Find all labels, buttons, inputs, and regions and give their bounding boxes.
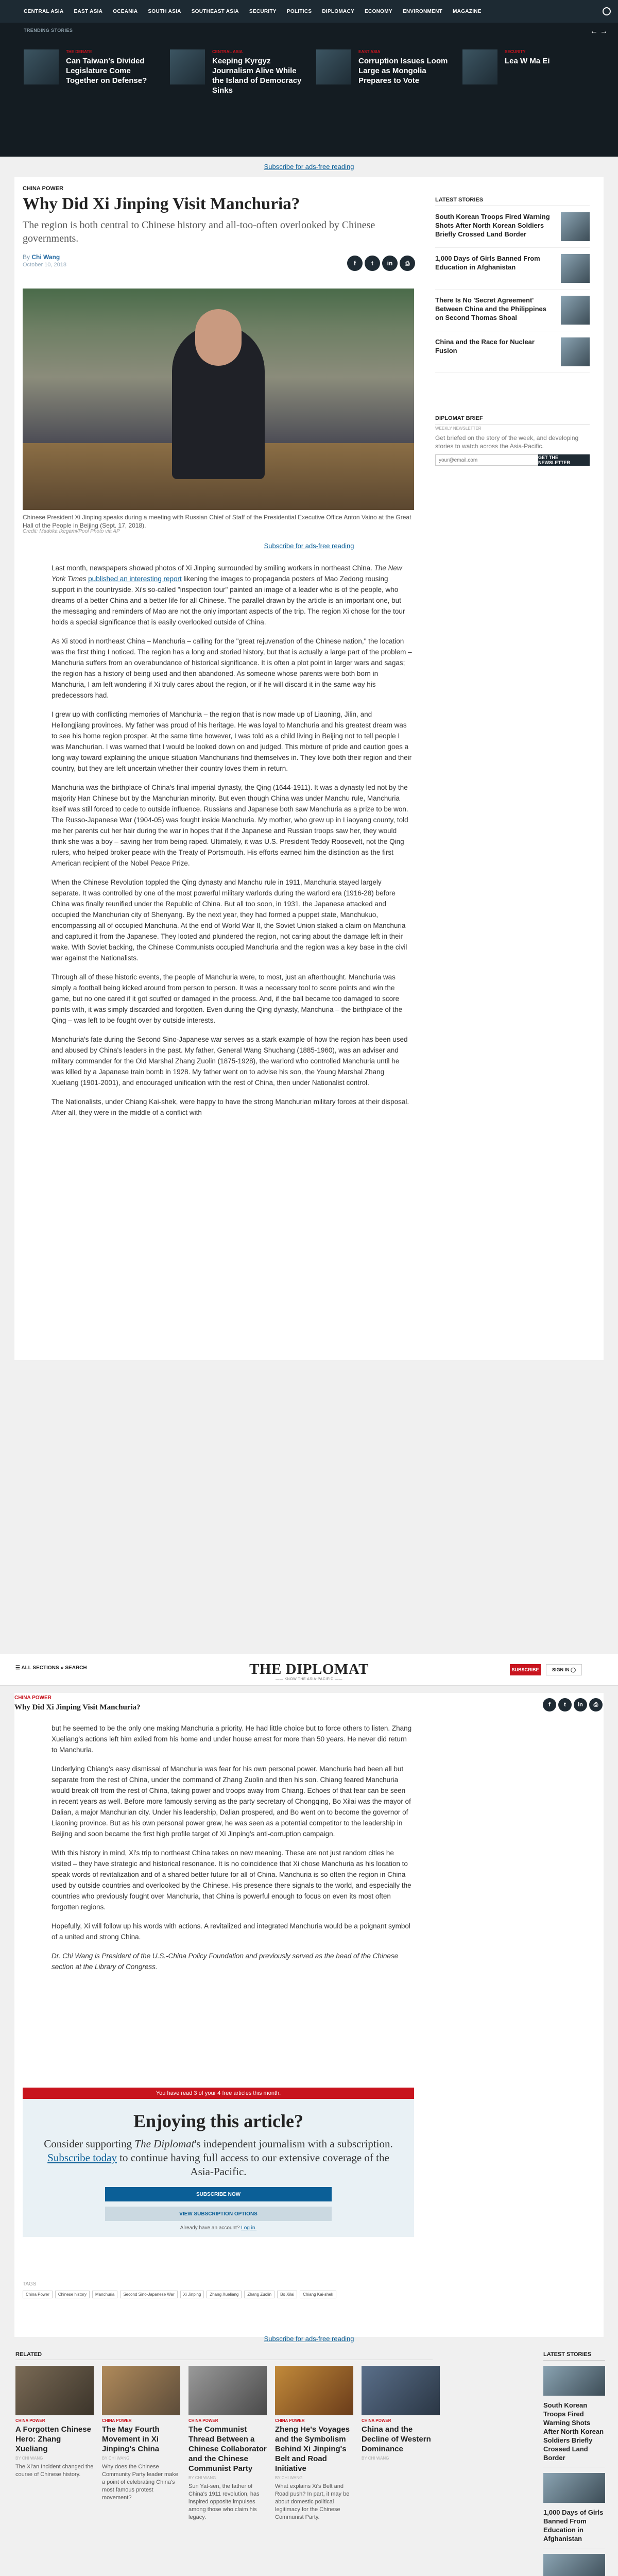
facebook-share-icon[interactable]: f xyxy=(347,256,363,271)
nav-central-asia[interactable]: CENTRAL ASIA xyxy=(24,8,64,14)
latest-story-title[interactable]: 1,000 Days of Girls Banned From Education in Afghanistan xyxy=(543,2503,605,2549)
tag[interactable]: Chinese history xyxy=(55,2291,90,2298)
author-bio: Dr. Chi Wang is President of the U.S.-China Policy Foundation and previously served as the head of the Chinese section at the Library of Congress. xyxy=(52,1952,399,1971)
search-icon[interactable] xyxy=(603,7,611,15)
article-body xyxy=(52,563,412,1126)
print-icon[interactable]: ⎙ xyxy=(589,1698,603,1711)
facebook-share-icon[interactable]: f xyxy=(543,1698,556,1711)
related-description: Sun Yat-sen, the father of China's 1911 revolution, has inspired opposite impulses among those who claim his legacy. xyxy=(188,2483,260,2520)
related-card[interactable] xyxy=(188,2366,267,2521)
trending-title[interactable]: Corruption Issues Loom Large as Mongolia Prepares to Vote xyxy=(358,57,448,85)
related-author: BY CHI WANG xyxy=(362,2456,389,2461)
latest-story-thumbnail xyxy=(543,2554,605,2576)
trending-label: TRENDING STORIES xyxy=(24,28,73,33)
related-author: BY CHI WANG xyxy=(275,2476,303,2480)
tag[interactable]: Zhang Xueliang xyxy=(207,2291,242,2298)
paragraph: but he seemed to be the only one making Manchuria a priority. He had little choice but to force others to listen. Zhang Xueliang's actions left him exiled from his home and under house arrest for more than 50 years. He never did return to Manchuria. xyxy=(52,1724,412,1754)
latest-story-thumbnail xyxy=(561,254,590,283)
publication-name: The New York Times xyxy=(52,564,402,583)
twitter-share-icon[interactable]: t xyxy=(558,1698,572,1711)
nav-south-asia[interactable]: SOUTH ASIA xyxy=(148,8,181,14)
related-category: CHINA POWER xyxy=(102,2418,132,2423)
all-sections-button[interactable]: ☰ ALL SECTIONS xyxy=(15,1665,59,1671)
linkedin-share-icon[interactable]: in xyxy=(382,256,398,271)
subscribe-today-link[interactable]: Subscribe today xyxy=(47,2151,117,2164)
page-title: Why Did Xi Jinping Visit Manchuria? xyxy=(23,195,300,213)
latest-story-thumbnail xyxy=(561,337,590,366)
related-title[interactable]: The Communist Thread Between a Chinese Collaborator and the Chinese Communist Party xyxy=(188,2425,267,2473)
related-author: BY CHI WANG xyxy=(15,2456,43,2461)
author-link[interactable]: Chi Wang xyxy=(31,253,60,261)
trending-arrows-icon[interactable]: ← → xyxy=(590,27,608,36)
trending-category: CENTRAL ASIA xyxy=(212,49,243,54)
related-title[interactable]: Zheng He's Voyages and the Symbolism Behind Xi Jinping's Belt and Road Initiative xyxy=(275,2425,350,2473)
trending-category: THE DEBATE xyxy=(66,49,92,54)
latest-story-title[interactable]: There Is No 'Secret Agreement' Between China and the Philippines on Second Thomas Shoal xyxy=(435,296,546,321)
related-image[interactable] xyxy=(102,2366,180,2415)
tag[interactable]: China Power xyxy=(23,2291,53,2298)
paragraph: When the Chinese Revolution toppled the Qing dynasty and Manchu rule in 1911, Manchuria stayed largely separate. It was controlled by one of the most powerful military warlords during the warlord era (1916-28) before China was finally reunified under the Republic of China. But all too soon, in 1931, the Japanese attacked and occupied the Manchurian city of Shenyang. By the next year, they had formed a puppet state, Manchukuo, encompassing all of occupied Manchuria. At the end of World War II, the Soviet Union staked a claim on Manchuria and captured it from the Japanese. They looted and plundered the region, not caring about the damage left in their wake. With Soviet backing, the Chinese Communists occupied Manchuria and the region was a key base in the civil war against the Nationalists. xyxy=(52,878,407,962)
related-author: BY CHI WANG xyxy=(188,2476,216,2480)
related-description: What explains Xi's Belt and Road push? In part, it may be about domestic political legitimacy for the Chinese Communist Party. xyxy=(275,2483,350,2520)
related-category: CHINA POWER xyxy=(15,2418,45,2423)
paragraph: The Nationalists, under Chiang Kai-shek, were happy to have the strong Manchurian military forces at their disposal. After all, they were in the middle of a conflict with xyxy=(52,1098,409,1116)
email-field[interactable] xyxy=(435,454,538,466)
sticky-article-title: Why Did Xi Jinping Visit Manchuria? xyxy=(14,1703,141,1711)
site-tagline: —— KNOW THE ASIA-PACIFIC —— xyxy=(276,1677,342,1681)
subscribe-button[interactable]: SUBSCRIBE xyxy=(510,1664,541,1675)
login-link[interactable]: Log in. xyxy=(241,2225,257,2231)
trending-item[interactable] xyxy=(316,49,450,111)
related-title[interactable]: A Forgotten Chinese Hero: Zhang Xueliang xyxy=(15,2425,91,2453)
tag-list xyxy=(23,2291,414,2298)
paragraph: Manchuria was the birthplace of China's final imperial dynasty, the Qing (1644-1911). It was a dynasty led not by the majority Han Chinese but by the Manchurian minority. But even though China was under Manchu rule, Manchuria itself was still forced to cede to outside influence. Russians and Japanese both saw Manchuria as a prize to be won. The Russo-Japanese War (1904-05) was fought inside Manchuria. My mother, who grew up in Liaoyang county, told me her parents cut her hair during the war in hopes that if the Japanese and Russian troops saw her, they would think she was a boy – saving her from being raped. Ultimately, it was U.S. President Teddy Roosevelt, not the Qing rulers, who helped broker peace with the Treaty of Portsmouth. His efforts earned him the distinction as the first American recipient of the Nobel Peace Prize. xyxy=(52,784,408,867)
paywall-heading: Enjoying this article? xyxy=(133,2111,303,2131)
related-card[interactable] xyxy=(15,2366,94,2479)
login-prompt: Already have an account? Log in. xyxy=(180,2225,257,2231)
related-category: CHINA POWER xyxy=(275,2418,305,2423)
paragraph: Hopefully, Xi will follow up his words with actions. A revitalized and integrated Manchuria would be a poignant symbol of a united and strong China. xyxy=(52,1922,410,1941)
paragraph: Through all of these historic events, the people of Manchuria were, to most, just an afterthought. Manchuria was simply a football being kicked around from person to person. It was a necessary tool to score points and win the game, but no one cared if it got scuffed or damaged in the process. And, if the ball became too damaged to score points with, it was simply discarded and forgotten. Even during the Qing dynasty, Manchuria – the birthplace of the Qing – was left to be fought over by outside interests. xyxy=(52,973,403,1024)
article-subtitle: The region is both central to Chinese history and all-too-often overlooked by Chinese governments. xyxy=(23,219,375,244)
trending-category: EAST ASIA xyxy=(358,49,381,54)
byline xyxy=(23,253,60,261)
latest-story-title[interactable]: 1,000 Days of Girls Banned From Education in Afghanistan xyxy=(435,255,540,271)
related-category: CHINA POWER xyxy=(362,2418,391,2423)
nav-environment[interactable]: ENVIRONMENT xyxy=(402,8,443,14)
free-articles-notice: You have read 3 of your 4 free articles this month. xyxy=(23,2088,414,2099)
latest-story-thumbnail xyxy=(561,212,590,241)
nav-southeast-asia[interactable]: SOUTHEAST ASIA xyxy=(191,8,239,14)
related-category: CHINA POWER xyxy=(188,2418,218,2423)
trending-thumbnail xyxy=(316,49,351,84)
latest-story[interactable] xyxy=(435,206,590,248)
trending-item[interactable] xyxy=(462,49,565,111)
trending-title[interactable]: Can Taiwan's Divided Legislature Come Together on Defense? xyxy=(66,57,147,85)
related-image[interactable] xyxy=(362,2366,440,2415)
related-image[interactable] xyxy=(15,2366,94,2415)
latest-story-title[interactable]: South Korean Troops Fired Warning Shots After North Korean Soldiers Briefly Crossed Land Border xyxy=(435,213,550,238)
sign-in-button[interactable]: SIGN IN ◯ xyxy=(546,1664,582,1675)
newsletter-box xyxy=(435,415,590,466)
trending-title[interactable]: Keeping Kyrgyz Journalism Alive While the Island of Democracy Sinks xyxy=(212,57,302,95)
breadcrumb[interactable]: CHINA POWER xyxy=(14,1695,52,1701)
trending-bar xyxy=(0,23,618,157)
paywall-text: Consider supporting The Diplomat's independent journalism with a subscription. Subscribe today to continue having full access to our extensive coverage of the Asia-Pacific. xyxy=(44,2138,393,2178)
related-image[interactable] xyxy=(188,2366,267,2415)
paragraph: Underlying Chiang's easy dismissal of Manchuria was fear for his own personal power. Manchuria had been all but separate from the rest of China, under the command of Zhang Zuolin and then his son. Chiang feared Manchuria would break off from the rest of China, taking power and troops away from Chiang. Echoes of that fear can be seen in recent years as well. Before more famously serving as the party secretary of Chongqing, Bo Xilai was the mayor of Dalian, a major Manchurian city. Under his leadership, Dalian prospered, and Bo went on to become the governor of Liaoning province. But as his own personal power grew, he was seen as a potential competitor to the leadership in Beijing and soon became the first high profile target of Xi Jinping's anti-corruption campaign. xyxy=(52,1765,411,1838)
image-caption: Chinese President Xi Jinping speaks during a meeting with Russian Chief of Staff of the Presidential Executive Office Anton Vaino at the Great Hall of the People in Beijing (Sept. 17, 2018). xyxy=(23,514,411,529)
related-description: The Xi'an Incident changed the course of Chinese history. xyxy=(15,2464,94,2478)
article-body-continued xyxy=(52,1723,412,1980)
site-header xyxy=(0,1654,618,1686)
related-author: BY CHI WANG xyxy=(102,2456,130,2461)
related-card[interactable] xyxy=(275,2366,353,2521)
tag[interactable]: Second Sino-Japanese War xyxy=(120,2291,177,2298)
latest-story[interactable] xyxy=(435,290,590,331)
latest-story-thumbnail xyxy=(543,2366,605,2396)
trending-thumbnail xyxy=(24,49,59,84)
latest-stories-heading: LATEST STORIES xyxy=(543,2351,605,2361)
tag[interactable]: Zhang Zuolin xyxy=(244,2291,274,2298)
trending-item[interactable] xyxy=(170,49,304,111)
trending-item[interactable] xyxy=(24,49,158,111)
subscribe-ad-free-link[interactable]: Subscribe for ads-free reading xyxy=(264,2335,354,2343)
report-link[interactable]: published an interesting report xyxy=(88,575,182,583)
nav-security[interactable]: SECURITY xyxy=(249,8,277,14)
paragraph: With this history in mind, Xi's trip to northeast China takes on new meaning. These are not just random cities he visited – they have strategic and historical resonance. It is no coincidence that Xi chose Manchuria as his location to speak words of revitalization and of a shared better future for all of China. Manchuria is so often the region in China used by outside countries and overlooked by the Chinese. His presence there signals to the world, and especially the countries who previously fought over Manchuria, that China is powerful enough to focus on even its most often forgotten regions. xyxy=(52,1849,411,1911)
linkedin-share-icon[interactable]: in xyxy=(574,1698,587,1711)
paragraph: As Xi stood in northeast China – Manchuria – calling for the "great rejuvenation of the Chinese nation," the location was the first thing I noticed. The region has a long and storied history, but that is actually a large part of the problem – Manchuria suffers from an overabundance of historical significance. It is often a plot point in larger wars and sagas; the region has a history of being used and then abandoned. As someone whose parents were both born in Manchuria, I am left wondering if Xi truly cares about the region, or if he will discard it in the same way his predecessors had. xyxy=(52,637,412,699)
tag[interactable]: Chiang Kai-shek xyxy=(300,2291,336,2298)
article-date: October 10, 2018 xyxy=(23,262,67,268)
tag[interactable]: Manchuria xyxy=(92,2291,117,2298)
newsletter-description: Get briefed on the story of the week, and developing stories to watch across the Asia-Pacific. xyxy=(435,434,579,450)
latest-story[interactable] xyxy=(435,331,590,373)
latest-story-thumbnail xyxy=(543,2473,605,2503)
paywall-box xyxy=(23,2099,414,2237)
trending-category: SECURITY xyxy=(505,49,526,54)
nav-diplomacy[interactable]: DIPLOMACY xyxy=(322,8,355,14)
tags-label: TAGS xyxy=(23,2281,37,2287)
twitter-share-icon[interactable]: t xyxy=(365,256,380,271)
paragraph: Manchuria's fate during the Second Sino-Japanese war serves as a stark example of how the region has been used and abused by China's leaders in the past. My father, General Wang Shuchang (1885-1960), was an adviser and military commander for the Old Marshal Zhang Zuolin (1875-1928), the warlord who controlled Manchuria until he was killed by a Japanese train bomb in 1928. My father went on to advise his son, the Young Marshal Zhang Xueliang (1901-2001), and encouraged unification with the rest of China, then under Nationalist control. xyxy=(52,1036,408,1087)
latest-story-thumbnail xyxy=(561,296,590,325)
trending-thumbnail xyxy=(462,49,497,84)
nav-magazine[interactable]: MAGAZINE xyxy=(453,8,482,14)
subscribe-ad-free-link[interactable]: Subscribe for ads-free reading xyxy=(264,163,354,171)
nav-oceania[interactable]: OCEANIA xyxy=(113,8,138,14)
subscribe-ad-free-link[interactable]: Subscribe for ads-free reading xyxy=(264,542,354,550)
byline-prefix: By xyxy=(23,253,32,261)
nav-east-asia[interactable]: EAST ASIA xyxy=(74,8,103,14)
article-section[interactable]: CHINA POWER xyxy=(23,185,64,192)
photo-face-shape xyxy=(195,309,242,366)
related-heading: RELATED xyxy=(15,2351,42,2358)
print-icon[interactable]: ⎙ xyxy=(400,256,415,271)
sidebar xyxy=(435,197,590,373)
paragraph: I grew up with conflicting memories of Manchuria – the region that is now made up of Liaoning, Jilin, and Heilongjiang provinces. My father was proud of his heritage. He was loyal to Manchuria and his greatest dream was to see his home region prosper. At the same time however, I was told as a child living in Beijing not to tell people I was Manchurian. I was warned that I would be looked down on and judged. This mixture of pride and caution goes a long way toward explaining the unique situation Manchurians find themselves in. They love both their region and their country, but they are left uncertain whether their country loves them in return. xyxy=(52,710,412,772)
tag[interactable]: Xi Jinping xyxy=(180,2291,204,2298)
nav-politics[interactable]: POLITICS xyxy=(286,8,312,14)
view-subscription-options-button[interactable]: VIEW SUBSCRIPTION OPTIONS xyxy=(105,2207,332,2221)
subscribe-now-button[interactable]: SUBSCRIBE NOW xyxy=(105,2187,332,2201)
latest-story-title[interactable]: South Korean Troops Fired Warning Shots After North Korean Soldiers Briefly Crossed Land Border xyxy=(543,2396,605,2468)
top-nav xyxy=(0,0,618,23)
image-credit: Credit: Madoka Ikegami/Pool Photo via AP xyxy=(23,529,120,534)
related-card[interactable] xyxy=(102,2366,180,2502)
related-image[interactable] xyxy=(275,2366,353,2415)
latest-story-title[interactable]: China and the Race for Nuclear Fusion xyxy=(435,338,535,354)
latest-stories-sidebar xyxy=(543,2351,605,2576)
paragraph: Last month, newspapers showed photos of Xi Jinping surrounded by smiling workers in northeast China. The New York Times published an interesting report likening the images to propaganda posters of Mao Zedong rousing support in the countryside. Xi's so-called "inspection tour" painted an image of a leader who is of the people, who dreams of a better China and a better life for all Chinese. The parallel drawn by the article is an important one, but the messaging and reminders of Mao are not the only important aspects of the trip. The region Xi chose for the tour holds a special significance that is easily overlooked outside of China. xyxy=(52,564,405,626)
latest-stories-heading: LATEST STORIES xyxy=(435,197,590,206)
article-hero-image xyxy=(23,289,414,510)
related-card[interactable] xyxy=(362,2366,440,2463)
trending-thumbnail xyxy=(170,49,205,84)
trending-title[interactable]: Lea W Ma Ei xyxy=(505,57,550,65)
site-logo[interactable]: THE DIPLOMAT xyxy=(249,1661,369,1677)
newsletter-button[interactable]: GET THE NEWSLETTER xyxy=(538,454,590,466)
related-title[interactable]: China and the Decline of Western Dominance xyxy=(362,2425,431,2453)
tag[interactable]: Bo Xilai xyxy=(277,2291,297,2298)
newsletter-title: DIPLOMAT BRIEF xyxy=(435,415,590,425)
search-button[interactable]: ⌕ SEARCH xyxy=(61,1665,87,1671)
nav-economy[interactable]: ECONOMY xyxy=(365,8,392,14)
related-title[interactable]: The May Fourth Movement in Xi Jinping's China xyxy=(102,2425,160,2453)
related-description: Why does the Chinese Community Party leader make a point of celebrating China's most famous protest movement? xyxy=(102,2464,178,2501)
latest-story[interactable] xyxy=(435,248,590,290)
newsletter-subtitle: WEEKLY NEWSLETTER xyxy=(435,426,482,431)
